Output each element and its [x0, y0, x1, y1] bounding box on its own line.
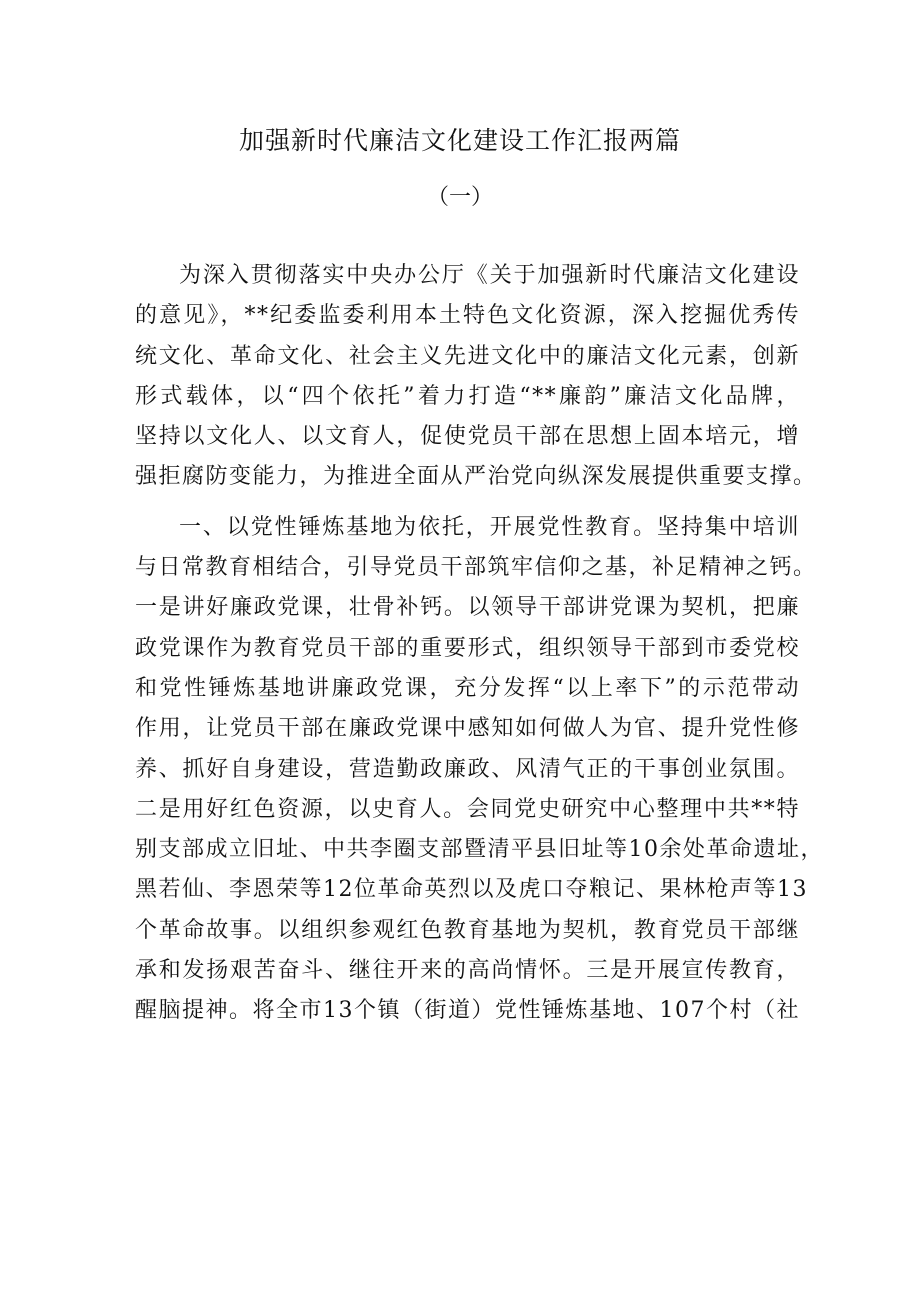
section-label: （一）	[426, 185, 493, 210]
paragraph-line: 一、以党性锤炼基地为依托，开展党性教育。坚持集中培训	[179, 514, 800, 540]
paragraph-line: 强拒腐防变能力，为推进全面从严治党向纵深发展提供重要支撑。	[135, 464, 817, 490]
paragraph-line: 养、抓好自身建设，营造勤政廉政、风清气正的干事创业氛围。	[135, 756, 800, 782]
paragraph-line: 与日常教育相结合，引导党员干部筑牢信仰之基，补足精神之钙。	[135, 555, 817, 581]
paragraph-line: 黑若仙、李恩荣等12位革命英烈以及虎口夺粮记、果林枪声等13	[135, 877, 808, 903]
paragraph-line: 作用，让党员干部在廉政党课中感知如何做人为官、提升党性修	[135, 716, 800, 742]
paragraph-line: 形式载体，以“四个依托”着力打造“**廉韵”廉洁文化品牌，	[135, 383, 800, 409]
paragraph-line: 和党性锤炼基地讲廉政党课，充分发挥“以上率下”的示范带动	[135, 675, 800, 701]
document-body	[135, 256, 824, 1032]
paragraph-line: 为深入贯彻落实中央办公厅《关于加强新时代廉洁文化建设	[179, 263, 800, 288]
paragraph-line: 承和发扬艰苦奋斗、继往开来的高尚情怀。三是开展宣传教育，	[135, 958, 800, 984]
paragraph-line: 醒脑提神。将全市13个镇（街道）党性锤炼基地、107个村（社	[135, 998, 800, 1024]
paragraph-line: 统文化、革命文化、社会主义先进文化中的廉洁文化元素，创新	[135, 343, 800, 369]
paragraph-gap	[135, 498, 800, 508]
paragraph-line: 政党课作为教育党员干部的重要形式，组织领导干部到市委党校	[135, 635, 800, 661]
paragraph-line: 一是讲好廉政党课，壮骨补钙。以领导干部讲党课为契机，把廉	[135, 595, 800, 621]
paragraph-line: 别支部成立旧址、中共李圈支部暨清平县旧址等10余处革命遗址，	[135, 837, 824, 863]
document-title: 加强新时代廉洁文化建设工作汇报两篇	[238, 126, 681, 155]
paragraph-line: 个革命故事。以组织参观红色教育基地为契机，教育党员干部继	[135, 917, 800, 943]
paragraph-line: 坚持以文化人、以文育人，促使党员干部在思想上固本培元，增	[135, 424, 800, 450]
paragraph-line: 二是用好红色资源，以史育人。会同党史研究中心整理中共**特	[135, 796, 800, 822]
paragraph-line: 的意见》，**纪委监委利用本土特色文化资源，深入挖掘优秀传	[135, 303, 800, 329]
